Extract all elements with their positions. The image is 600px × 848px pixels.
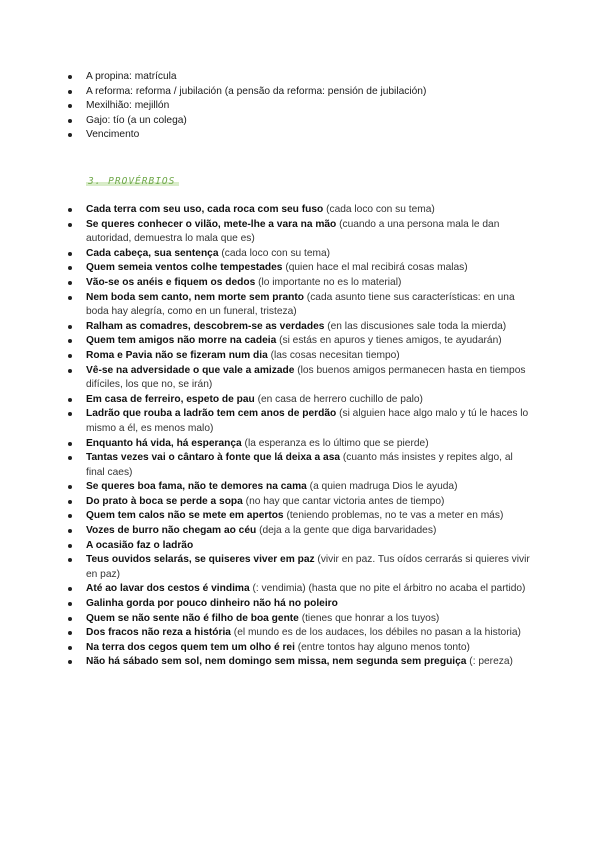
bullet-icon <box>68 412 72 416</box>
proverb-item <box>68 247 530 262</box>
proverb-item <box>68 451 530 480</box>
proverb-item <box>68 539 530 554</box>
proverb-item <box>68 364 530 393</box>
proverb-item <box>68 553 530 582</box>
proverb-translation: (el mundo es de los audaces, los débiles no pasan a la historia) <box>233 627 521 639</box>
bullet-icon <box>68 369 72 373</box>
proverb-portuguese: Dos fracos não reza a história <box>86 627 231 639</box>
proverb-translation: (cuando a una persona mala le dan autoridad, demuestra lo mala que es) <box>86 218 500 245</box>
bullet-icon <box>68 485 72 489</box>
proverb-portuguese: Se queres conhecer o vilão, mete-lhe a vara na mão <box>86 218 337 230</box>
bullet-icon <box>68 631 72 635</box>
proverb-translation: (entre tontos hay alguno menos tonto) <box>297 641 470 653</box>
proverb-portuguese: Quem se não sente não é filho de boa gente <box>86 612 299 624</box>
proverb-translation: (en las discusiones sale toda la mierda) <box>327 320 507 332</box>
proverb-translation: (quien hace el mal recibirá cosas malas) <box>285 262 468 274</box>
proverb-portuguese: Quem semeia ventos colhe tempestades <box>86 262 283 274</box>
proverb-translation: (la esperanza es lo último que se pierde) <box>244 437 429 449</box>
proverb-portuguese: A ocasião faz o ladrão <box>86 539 194 551</box>
bullet-icon <box>68 544 72 548</box>
proverb-portuguese: Cada cabeça, sua sentença <box>86 247 219 259</box>
proverb-item <box>68 334 530 349</box>
bullet-icon <box>68 104 72 108</box>
proverb-translation: (: pereza) <box>469 656 513 668</box>
proverb-translation: (cada loco con su tema) <box>326 204 435 215</box>
proverb-portuguese: Em casa de ferreiro, espeto de pau <box>86 393 255 405</box>
proverb-portuguese: Na terra dos cegos quem tem um olho é rei <box>86 641 295 653</box>
bullet-icon <box>68 133 72 137</box>
bullet-icon <box>68 339 72 343</box>
proverb-translation: (lo importante no es lo material) <box>258 276 402 288</box>
bullet-icon <box>68 266 72 270</box>
proverb-portuguese: Enquanto há vida, há esperança <box>86 437 242 449</box>
proverb-item <box>68 437 530 452</box>
proverb-item <box>68 597 530 612</box>
proverb-translation: (deja a la gente que diga barvaridades) <box>259 525 437 537</box>
proverb-portuguese: Cada terra com seu uso, cada roca com seu fuso <box>86 204 324 215</box>
proverb-portuguese: Do prato à boca se perde a sopa <box>86 495 243 507</box>
proverb-item <box>68 626 530 641</box>
bullet-icon <box>68 223 72 227</box>
proverb-item <box>68 393 530 408</box>
proverbs-list <box>68 203 530 670</box>
bullet-icon <box>68 500 72 504</box>
bullet-icon <box>68 514 72 518</box>
vocabulary-list <box>68 70 538 143</box>
proverb-portuguese: Não há sábado sem sol, nem domingo sem missa, nem segunda sem preguiça <box>86 656 467 668</box>
proverb-item <box>68 291 530 320</box>
proverb-item <box>68 261 530 276</box>
proverb-item <box>68 203 530 218</box>
section-heading: 3. PROVÉRBIOS <box>88 176 176 187</box>
proverb-item <box>68 509 530 524</box>
proverb-item <box>68 320 530 335</box>
bullet-icon <box>68 529 72 533</box>
proverb-translation: (cuanto más insistes y repites algo, al final caes) <box>86 452 513 478</box>
list-item: Mexilhião: mejillón <box>68 99 538 114</box>
bullet-icon <box>68 325 72 329</box>
proverb-translation: (tienes que honrar a los tuyos) <box>301 612 440 624</box>
proverb-item <box>68 349 530 364</box>
proverb-item <box>68 407 530 436</box>
bullet-icon <box>68 602 72 606</box>
bullet-icon <box>68 119 72 123</box>
proverb-portuguese: Até ao lavar dos cestos é vindima <box>86 583 250 595</box>
proverb-portuguese: Galinha gorda por pouco dinheiro não há no poleiro <box>86 598 338 610</box>
bullet-icon <box>68 456 72 460</box>
proverb-portuguese: Se queres boa fama, não te demores na cama <box>86 481 307 493</box>
proverb-portuguese: Roma e Pavia não se fizeram num dia <box>86 349 268 361</box>
proverb-translation: (cada asunto tiene sus características: en una boda hay alegría, como en un funeral, tristeza) <box>86 291 515 318</box>
proverb-translation: (vivir en paz. Tus oídos cerrarás si quieres vivir en paz) <box>86 554 530 580</box>
list-item: Gajo: tío (a un colega) <box>68 114 538 129</box>
list-item: A propina: matrícula <box>68 70 538 85</box>
bullet-icon <box>68 208 72 212</box>
proverb-translation: (los buenos amigos permanecen hasta en tiempos difíciles, los que no, se irán) <box>86 364 526 391</box>
proverb-portuguese: Teus ouvidos selarás, se quiseres viver em paz <box>86 554 315 566</box>
proverb-item <box>68 582 530 597</box>
bullet-icon <box>68 587 72 591</box>
list-item: A reforma: reforma / jubilación (a pensão da reforma: pensión de jubilación) <box>68 85 538 100</box>
proverb-translation: (no hay que cantar victoria antes de tiempo) <box>245 495 445 507</box>
proverb-portuguese: Quem tem amigos não morre na cadeia <box>86 335 277 347</box>
proverb-translation: (teniendo problemas, no te vas a meter en más) <box>286 510 504 522</box>
proverb-item <box>68 612 530 627</box>
bullet-icon <box>68 558 72 562</box>
proverb-item <box>68 276 530 291</box>
list-item: Vencimento <box>68 128 538 143</box>
proverb-translation: (: vendimia) (hasta que no pite el árbitro no acaba el partido) <box>252 583 526 595</box>
bullet-icon <box>68 296 72 300</box>
proverb-portuguese: Vê-se na adversidade o que vale a amizade <box>86 364 295 376</box>
proverb-portuguese: Ralham as comadres, descobrem-se as verdades <box>86 320 325 332</box>
bullet-icon <box>68 398 72 402</box>
proverb-item <box>68 218 530 247</box>
proverb-item <box>68 641 530 656</box>
proverb-item <box>68 655 530 670</box>
proverb-translation: (las cosas necesitan tiempo) <box>270 349 400 361</box>
bullet-icon <box>68 252 72 256</box>
proverb-translation: (si estás en apuros y tienes amigos, te ayudarán) <box>279 335 502 347</box>
proverb-portuguese: Quem tem calos não se mete em apertos <box>86 510 284 522</box>
proverb-translation: (si alguien hace algo malo y tú le haces lo mismo a él, es menos malo) <box>86 408 529 434</box>
bullet-icon <box>68 660 72 664</box>
proverb-portuguese: Tantas vezes vai o cântaro à fonte que lá deixa a asa <box>86 452 341 464</box>
bullet-icon <box>68 354 72 358</box>
proverb-item <box>68 495 530 510</box>
proverb-item <box>68 524 530 539</box>
proverb-item <box>68 480 530 495</box>
proverb-portuguese: Nem boda sem canto, nem morte sem pranto <box>86 291 304 303</box>
proverb-translation: (en casa de herrero cuchillo de palo) <box>257 393 423 405</box>
proverb-translation: (a quien madruga Dios le ayuda) <box>309 481 458 493</box>
proverb-portuguese: Vão-se os anéis e fiquem os dedos <box>86 276 256 288</box>
proverb-translation: (cada loco con su tema) <box>221 247 331 259</box>
bullet-icon <box>68 617 72 621</box>
bullet-icon <box>68 646 72 650</box>
bullet-icon <box>68 442 72 446</box>
bullet-icon <box>68 90 72 94</box>
bullet-icon <box>68 75 72 79</box>
bullet-icon <box>68 281 72 285</box>
proverb-portuguese: Vozes de burro não chegam ao céu <box>86 525 257 537</box>
proverb-portuguese: Ladrão que rouba a ladrão tem cem anos de perdão <box>86 408 337 420</box>
